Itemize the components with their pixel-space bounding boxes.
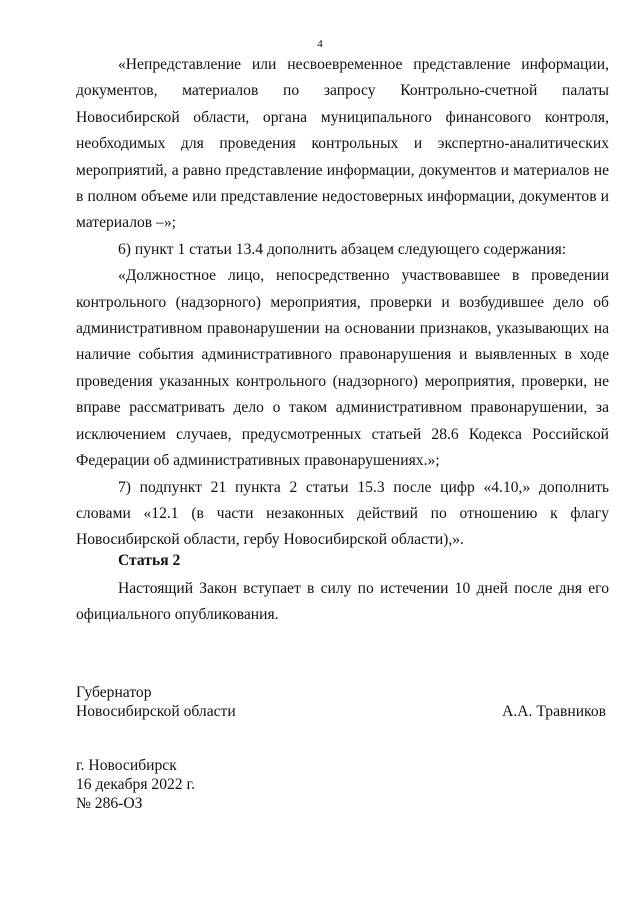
signature-position-line1: Губернатор: [76, 684, 152, 701]
footer-city: г. Новосибирск: [76, 757, 177, 774]
footer-number: № 286-ОЗ: [76, 795, 143, 812]
signature-name: А.А. Травников: [502, 703, 606, 720]
document-footer: [76, 756, 195, 813]
article-text: Настоящий Закон вступает в силу по истечении 10 дней после дня его официального опубликования.: [76, 580, 609, 624]
footer-date: 16 декабря 2022 г.: [76, 776, 196, 793]
paragraph-item-7: 7) подпункт 21 пункта 2 статьи 15.3 после цифр «4.10,» дополнить словами «12.1 (в части незаконных действий по отношению к флагу Новосибирской области, гербу Новосибирской области),».: [76, 478, 609, 549]
paragraph-item-6: 6) пункт 1 статьи 13.4 дополнить абзацем следующего содержания:: [118, 240, 567, 258]
paragraph-quote-official: «Должностное лицо, непосредственно участвовавшее в проведении контрольного (надзорного) мероприятия, проверки и возбудившее дело об административном правонарушении на основании признаков, указывающих на наличие события административного правонарушения и выявленных в ходе проведения указанных контрольного (надзорного) мероприятия, проверки, не вправе рассматривать дело о таком административном правонарушении, за исключением случаев, предусмотренных статьей 28.6 Кодекса Российской Федерации об административных правонарушениях.»;: [76, 267, 609, 470]
article-title: Статья 2: [118, 552, 181, 569]
signature-position-line2: Новосибирской области: [76, 703, 236, 720]
paragraph-quote-nonsubmission: «Непредставление или несвоевременное представление информации, документов, материалов по запросу Контрольно-счетной палаты Новосибирской области, органа муниципального финансового контроля, необходимых для проведения контрольных и экспертно-аналитических мероприятий, а равно представление информации, документов и материалов не в полном объеме или представление недостоверных информации, документов и материалов –»;: [76, 56, 609, 232]
document-body: [76, 52, 609, 554]
signature-block: [76, 683, 606, 721]
page-number: 4: [317, 38, 323, 50]
